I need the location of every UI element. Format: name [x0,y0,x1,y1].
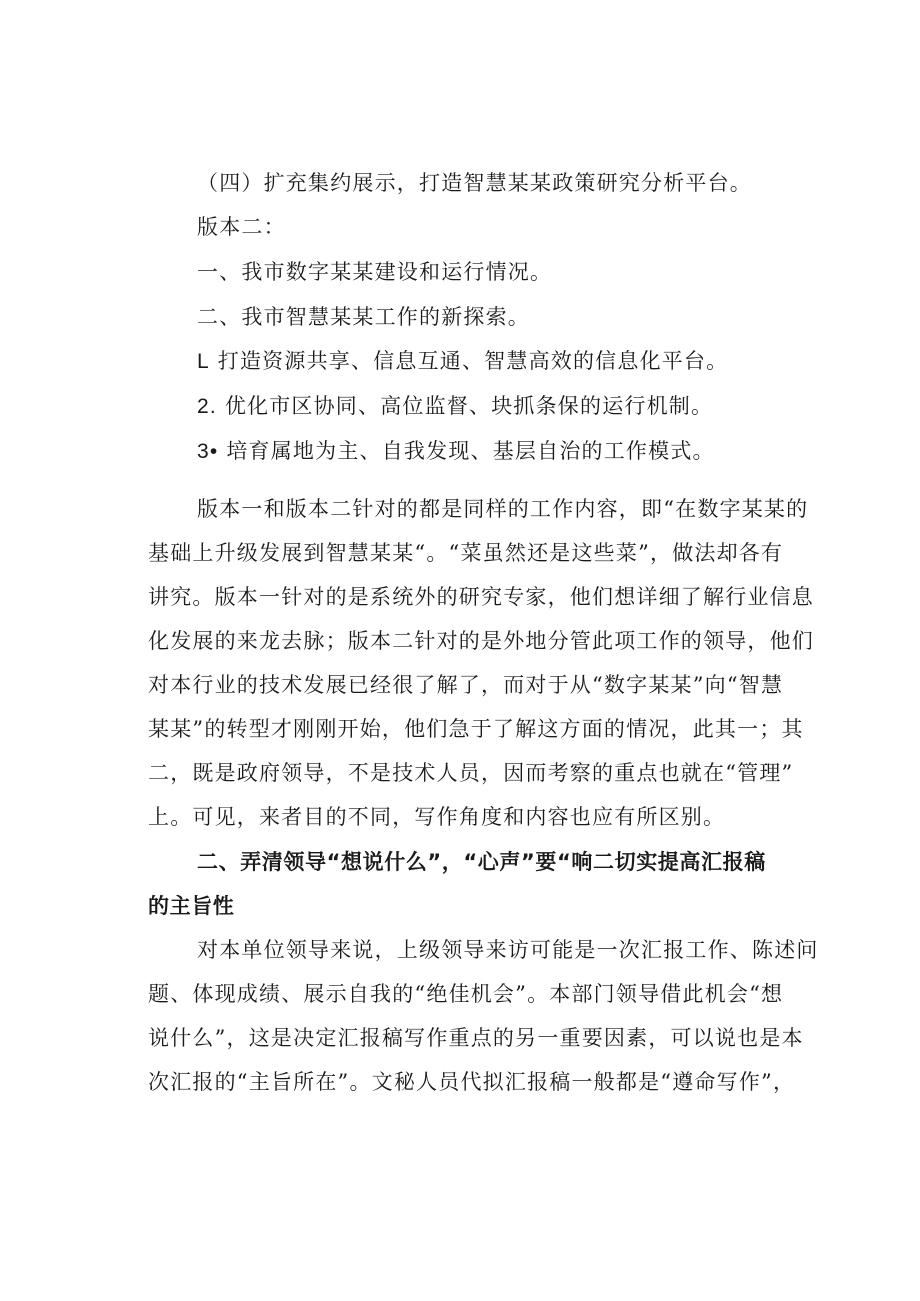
section-four-line: （四）扩充集约展示，打造智慧某某政策研究分析平台。 [197,171,752,195]
paragraph-1-line-4: 化发展的来龙去脉；版本二针对的是外地分管此项工作的领导，他们 [148,629,814,653]
sub-item-3-number: 3• [197,440,219,463]
outline-item-1: 一、我市数字某某建设和运行情况。 [197,260,553,284]
version-two-label: 版本二： [197,215,286,239]
sub-item-3 [197,436,715,467]
section-heading-line-1: 二、弄清领导“想说什么”，“心声”要“响二切实提高汇报稿 [197,850,766,874]
paragraph-1-line-8: 上。可见，来者目的不同，写作角度和内容也应有所区别。 [148,805,726,829]
sub-item-1-text: 打造资源共享、信息互通、智慧高效的信息化平台。 [217,349,729,373]
paragraph-1-line-3: 讲究。版本一针对的是系统外的研究专家，他们想详细了解行业信息 [148,585,814,609]
paragraph-1-line-6: 某某”的转型才刚刚开始，他们急于了解这方面的情况，此其一；其 [148,717,804,741]
sub-item-2 [197,391,713,422]
sub-item-2-text: 优化市区协同、高位监督、块抓条保的运行机制。 [224,394,714,418]
paragraph-2-line-3: 说什么”，这是决定汇报稿写作重点的另一重要因素，可以说也是本 [148,1026,804,1050]
paragraph-1-line-7: 二，既是政府领导，不是技术人员，因而考察的重点也就在“管理” [148,761,794,785]
paragraph-2-line-2: 题、体现成绩、展示自我的“绝佳机会”。本部门领导借此机会“想 [148,982,784,1006]
outline-item-2: 二、我市智慧某某工作的新探索。 [197,305,530,329]
sub-item-1-number: L [197,350,210,373]
paragraph-1-line-1: 版本一和版本二针对的都是同样的工作内容，即“在数字某某的 [197,497,809,521]
paragraph-2-line-4: 次汇报的“主旨所在”。文秘人员代拟汇报稿一般都是“遵命写作”， [148,1070,796,1094]
sub-item-1 [197,346,728,377]
paragraph-2-line-1: 对本单位领导来说，上级领导来访可能是一次汇报工作、陈述问 [197,938,819,962]
sub-item-2-number: 2. [197,395,217,418]
paragraph-1-line-5: 对本行业的技术发展已经很了解了，而对于从“数字某某”向“智慧 [148,673,784,697]
paragraph-1-line-2: 基础上升级发展到智慧某某“。“菜虽然还是这些菜”，做法却各有 [148,541,784,565]
sub-item-3-text: 培育属地为主、自我发现、基层自治的工作模式。 [226,439,715,463]
section-heading-line-2: 的主旨性 [148,894,235,918]
